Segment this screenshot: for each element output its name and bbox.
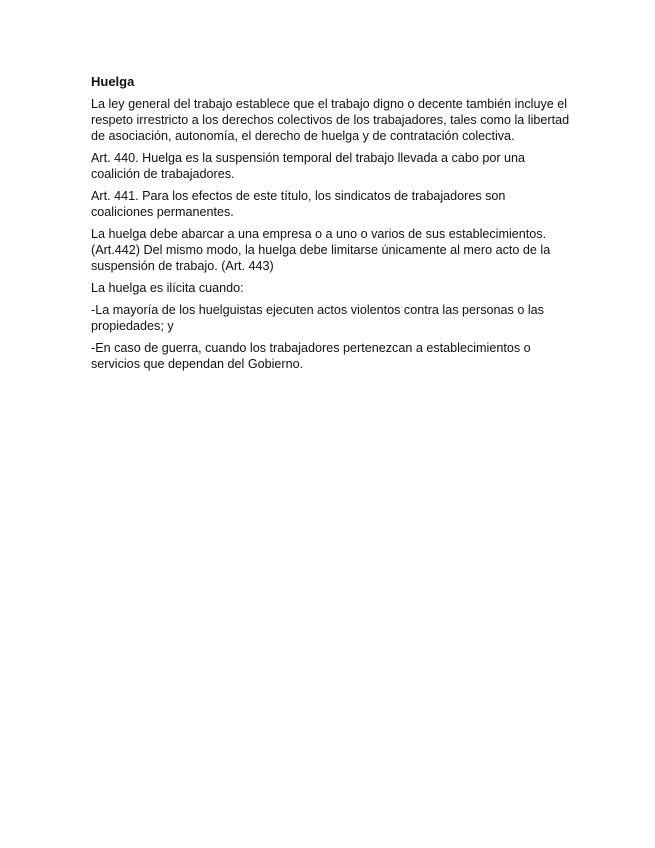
paragraph-ilicita-guerra: -En caso de guerra, cuando los trabajadores pertenezcan a establecimientos o servicios que dependan del Gobierno. — [91, 341, 531, 371]
document-page — [91, 74, 571, 378]
paragraph-derechos-colectivos: La ley general del trabajo establece que el trabajo digno o decente también incluye el respeto irrestricto a los derechos colectivos de los trabajadores, tales como la libertad de asociación, autonomía, el derecho de huelga y de contratación colectiva. — [91, 97, 570, 143]
document-title: Huelga — [91, 74, 135, 89]
paragraph-art-440: Art. 440. Huelga es la suspensión temporal del trabajo llevada a cabo por una coalición de trabajadores. — [91, 151, 526, 181]
paragraph-art-442-443: La huelga debe abarcar a una empresa o a uno o varios de sus establecimientos. (Art.442) Del mismo modo, la huelga debe limitarse únicamente al mero acto de la suspensión de trabajo. (Art. 443) — [91, 227, 551, 273]
paragraph-ilicita-intro: La huelga es ilícita cuando: — [91, 281, 244, 295]
paragraph-ilicita-violencia: -La mayoría de los huelguistas ejecuten actos violentos contra las personas o las propiedades; y — [91, 303, 544, 333]
paragraph-art-441: Art. 441. Para los efectos de este título, los sindicatos de trabajadores son coaliciones permanentes. — [91, 189, 506, 219]
